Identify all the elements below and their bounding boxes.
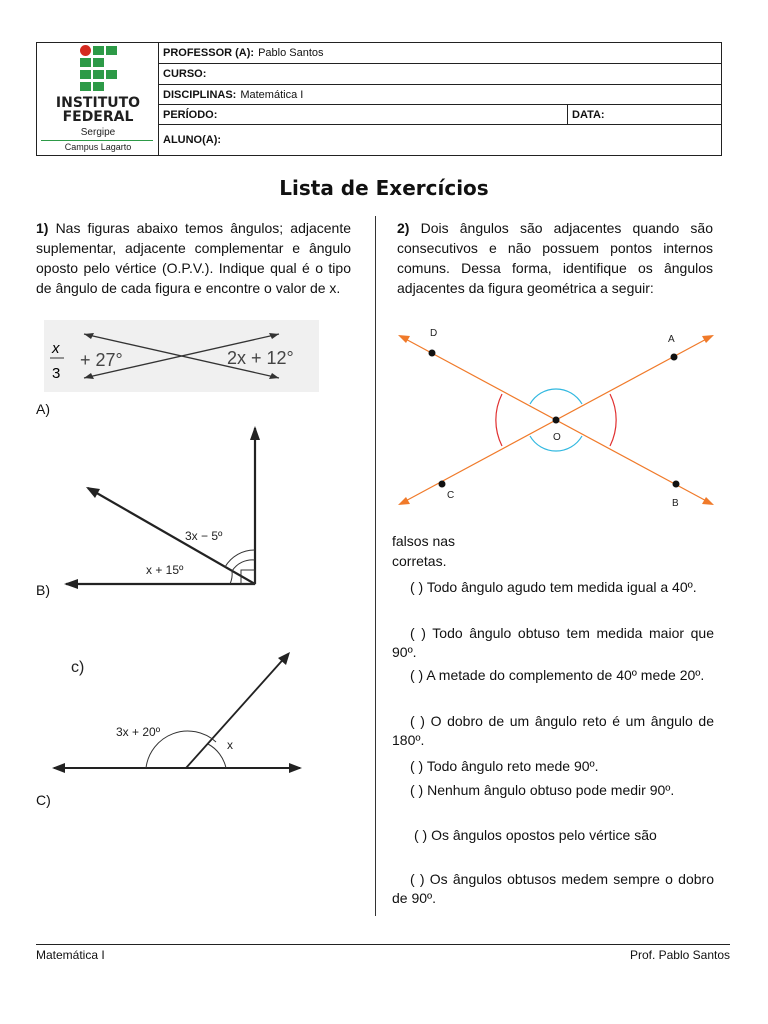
logo-mark	[80, 45, 122, 93]
disciplinas-row	[159, 85, 721, 105]
curso-row	[159, 64, 721, 85]
logo-line-4: Campus Lagarto	[64, 142, 132, 152]
question-1-number: 1)	[36, 220, 49, 236]
figure-2-crossing-lines	[396, 320, 718, 510]
figure-b-label: B)	[36, 582, 50, 598]
professor-row	[159, 43, 721, 64]
q3-intro-line-2: corretas.	[392, 553, 447, 569]
fig-c-right-expr: x	[227, 738, 233, 752]
aluno-label: ALUNO(A):	[163, 134, 222, 146]
figure-c-adjacent-supplementary	[52, 646, 302, 778]
statement-7: ( ) Os ângulos opostos pelo vértice são	[414, 827, 657, 843]
point-d-label: D	[430, 328, 438, 339]
aluno-row	[159, 125, 721, 155]
fig-b-bottom-expr: x + 15º	[146, 563, 184, 577]
statement-4: ( ) O dobro de um ângulo reto é um ângulo de 180º.	[392, 713, 714, 748]
figure-a-label: A)	[36, 401, 50, 417]
figure-b-adjacent-complementary	[60, 424, 270, 594]
data-cell	[567, 105, 605, 124]
professor-label: PROFESSOR (A):	[163, 47, 255, 59]
page-title: Lista de Exercícios	[279, 176, 489, 200]
statement-8: ( ) Os ângulos obtusos medem sempre o dobro de 90º.	[392, 871, 714, 906]
statement-1: ( ) Todo ângulo agudo tem medida igual a 40º.	[410, 579, 697, 595]
question-2-number: 2)	[397, 220, 410, 236]
periodo-row	[159, 105, 721, 125]
point-b-label: B	[672, 498, 679, 509]
question-2-body: Dois ângulos são adjacentes quando são consecutivos e não possuem pontos internos comuns. Dessa forma, identifique os ângulos adjacentes da figura geométrica a seguir:	[397, 220, 713, 296]
disciplinas-value: Matemática I	[240, 88, 304, 101]
q3-intro-line-1: falsos nas	[392, 533, 456, 549]
question-2-text	[397, 218, 713, 298]
footer-rule	[36, 944, 730, 945]
question-1-text	[36, 218, 351, 298]
fig-a-left-rest: + 27°	[80, 350, 123, 370]
fig-c-tag: c)	[71, 659, 85, 676]
point-o-label: O	[553, 432, 561, 443]
footer-subject: Matemática I	[36, 948, 105, 962]
fig-a-den: 3	[52, 365, 61, 382]
institution-logo	[37, 43, 159, 155]
fig-a-num: x	[52, 340, 60, 357]
periodo-label: PERÍODO:	[163, 108, 218, 121]
logo-line-3: Sergipe	[80, 127, 116, 138]
point-c-label: C	[447, 490, 455, 501]
statement-3: ( ) A metade do complemento de 40º mede 20º.	[410, 667, 705, 683]
figure-a-opv	[44, 320, 319, 392]
data-label: DATA:	[572, 108, 605, 121]
fig-b-top-expr: 3x − 5º	[185, 529, 223, 543]
logo-line-1: INSTITUTO	[55, 95, 141, 111]
logo-line-2: FEDERAL	[62, 109, 134, 125]
statement-5: ( ) Todo ângulo reto mede 90º.	[410, 758, 599, 774]
footer-author: Prof. Pablo Santos	[629, 948, 730, 962]
question-1-body: Nas figuras abaixo temos ângulos; adjacente suplementar, adjacente complementar e ângulo oposto pelo vértice (O.P.V.). Indique qual é o tipo de ângulo de cada figura e encontre o valor de x.	[36, 220, 351, 296]
header-table	[36, 42, 722, 156]
statement-6: ( ) Nenhum ângulo obtuso pode medir 90º.	[410, 782, 675, 798]
curso-label: CURSO:	[163, 68, 207, 80]
professor-value: Pablo Santos	[258, 47, 324, 59]
point-a-label: A	[668, 334, 675, 345]
column-divider	[375, 216, 376, 916]
fig-c-left-expr: 3x + 20º	[116, 725, 161, 739]
statement-2: ( ) Todo ângulo obtuso tem medida maior que 90º.	[392, 625, 714, 660]
fig-a-right-expr: 2x + 12°	[227, 348, 294, 368]
figure-c-label: C)	[36, 792, 51, 808]
disciplinas-label: DISCIPLINAS:	[163, 88, 237, 101]
